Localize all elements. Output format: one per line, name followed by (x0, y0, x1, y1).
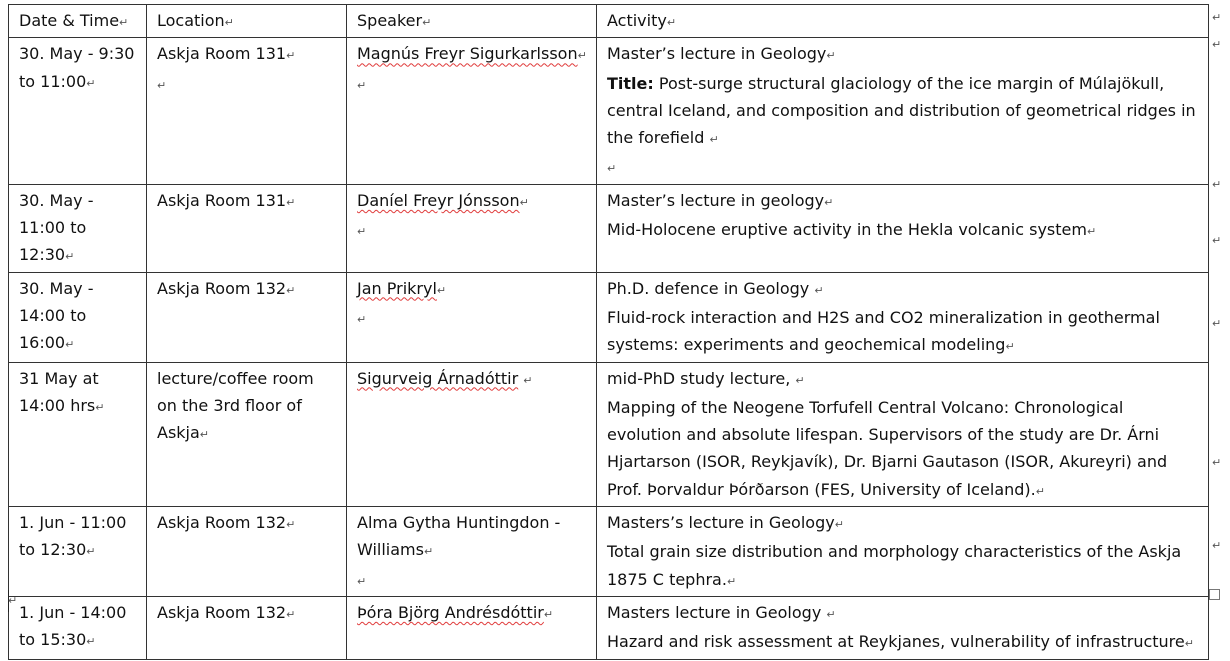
activity-cell[interactable] (597, 184, 1209, 272)
header-row (9, 5, 1209, 38)
date-time-cell[interactable]: 1. Jun - 14:00 to 15:30↵ (9, 596, 147, 659)
table-row (9, 184, 1209, 272)
table-row (9, 507, 1209, 597)
activity-type: Masters’s lecture in Geology↵ (607, 513, 844, 533)
activity-type: Master’s lecture in geology↵ (607, 190, 834, 210)
activity-type: Master’s lecture in Geology↵ (607, 44, 836, 64)
activity-type: mid-PhD study lecture, ↵ (607, 368, 805, 388)
speaker-cell[interactable]: Magnús Freyr Sigurkarlsson↵ ↵ (347, 38, 597, 184)
header-location[interactable]: Location↵ (147, 5, 347, 38)
location-cell[interactable]: Askja Room 132↵ (147, 507, 347, 597)
location-cell[interactable]: Askja Room 131↵ ↵ (147, 38, 347, 184)
location-cell[interactable]: Askja Room 132↵ (147, 596, 347, 659)
table-row (9, 596, 1209, 659)
speaker-cell[interactable]: Daníel Freyr Jónsson↵ ↵ (347, 184, 597, 272)
activity-type: Masters lecture in Geology ↵ (607, 602, 836, 622)
activity-cell[interactable] (597, 596, 1209, 659)
table-row (9, 272, 1209, 362)
row-end-mark: ↵ (1212, 38, 1222, 51)
activity-cell[interactable] (597, 272, 1209, 362)
date-time-cell[interactable]: 30. May - 14:00 to 16:00↵ (9, 272, 147, 362)
header-activity[interactable]: Activity↵ (597, 5, 1209, 38)
title-label: Title: (607, 73, 654, 93)
date-time-cell[interactable]: 30. May - 11:00 to 12:30↵ (9, 184, 147, 272)
row-end-mark: ↵ (1212, 456, 1222, 469)
location-cell[interactable]: lecture/coffee room on the 3rd floor of Askja↵ (147, 362, 347, 506)
speaker-cell[interactable]: Þóra Björg Andrésdóttir↵ (347, 596, 597, 659)
speaker-cell[interactable]: Sigurveig Árnadóttir ↵ (347, 362, 597, 506)
schedule-table (8, 4, 1209, 660)
date-time-cell[interactable]: 30. May - 9:30 to 11:00↵ (9, 38, 147, 184)
row-end-mark: ↵ (1212, 317, 1222, 330)
header-date-time[interactable]: Date & Time↵ (9, 5, 147, 38)
activity-title: Mapping of the Neogene Torfufell Central Volcano: Chronological evolution and absolute lifespan. Supervisors of the study are Dr. Árni Hjartarson (ISOR, Reykjavík), Dr. Bjarni Gautason (ISOR, Akureyri) and Prof. Þorvaldur Þórðarson (FES, University of Iceland).↵ (607, 397, 1168, 499)
table-row (9, 38, 1209, 184)
activity-title: Total grain size distribution and morphology characteristics of the Askja 1875 C tephra.↵ (607, 542, 1182, 589)
location-cell[interactable]: Askja Room 131↵ (147, 184, 347, 272)
paragraph-mark: ↵ (8, 594, 18, 607)
date-time-cell[interactable]: 1. Jun - 11:00 to 12:30↵ (9, 507, 147, 597)
activity-cell[interactable] (597, 507, 1209, 597)
location-cell[interactable]: Askja Room 132↵ (147, 272, 347, 362)
row-end-mark: ↵ (1212, 539, 1222, 552)
row-end-mark: ↵ (1212, 11, 1222, 24)
activity-type: Ph.D. defence in Geology ↵ (607, 278, 824, 298)
activity-title: Hazard and risk assessment at Reykjanes, vulnerability of infrastructure↵ (607, 632, 1194, 652)
table-row (9, 362, 1209, 506)
speaker-cell[interactable]: Jan Prikryl↵ ↵ (347, 272, 597, 362)
activity-title: Fluid-rock interaction and H2S and CO2 mineralization in geothermal systems: experiments and geochemical modeling↵ (607, 307, 1160, 355)
activity-cell[interactable] (597, 362, 1209, 506)
row-end-mark: ↵ (1212, 234, 1222, 247)
row-end-mark: ↵ (1212, 178, 1222, 191)
table-resize-handle[interactable] (1209, 589, 1220, 600)
activity-title: Title: Post-surge structural glaciology of the ice margin of Múlajökull, central Iceland, and composition and distribution of geometrical ridges in the forefield ↵ (607, 73, 1196, 148)
activity-title: Mid-Holocene eruptive activity in the Hekla volcanic system↵ (607, 220, 1097, 240)
date-time-cell[interactable]: 31 May at 14:00 hrs↵ (9, 362, 147, 506)
activity-cell[interactable]: Master’s lecture in Geology↵ Title: Post-surge structural glaciology of the ice margin of Múlajökull, central Iceland, and composition and distribution of geometrical ridges in the forefield ↵ ↵ (597, 38, 1209, 184)
header-speaker[interactable]: Speaker↵ (347, 5, 597, 38)
speaker-cell[interactable]: Alma Gytha Huntingdon - Williams↵ ↵ (347, 507, 597, 597)
